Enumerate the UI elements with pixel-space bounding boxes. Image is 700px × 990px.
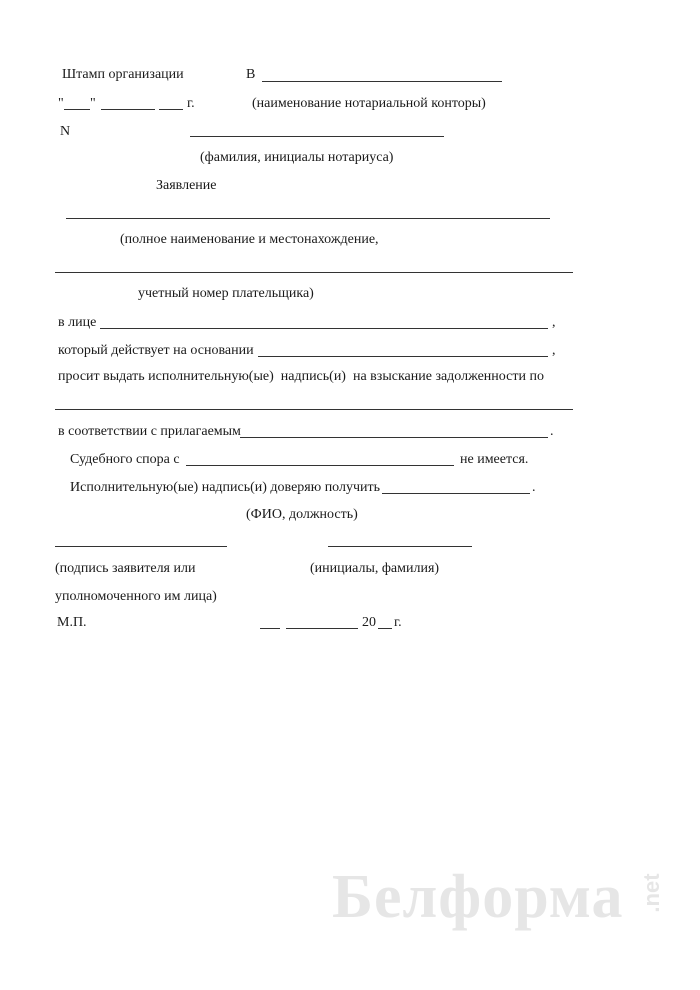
applicant-name-blank[interactable] [66,218,550,219]
notary-office-hint: (наименование нотариальной конторы) [252,96,486,111]
notary-office-blank[interactable] [262,81,502,82]
dispute-suffix: не имеется. [460,452,529,467]
to-label: В [246,67,256,82]
sign-date-year-blank[interactable] [378,628,392,629]
accordance-label: в соответствии с прилагаемым [58,424,241,439]
debt-description-blank[interactable] [55,409,573,410]
attached-document-blank[interactable] [240,437,548,438]
watermark-domain: .net [639,873,664,913]
stamp-label: Штамп организации [62,67,184,82]
initials-hint: (инициалы, фамилия) [310,561,440,576]
date-year-blank[interactable] [159,109,183,110]
dispute-prefix: Судебного спора с [70,452,180,467]
sign-date-day-blank[interactable] [260,628,280,629]
sign-date-month-blank[interactable] [286,628,358,629]
request-text: просит выдать исполнительную(ые) надпись(и) на взыскание задолженности по [58,369,544,384]
initials-blank[interactable] [328,546,472,547]
applicant-signature-blank[interactable] [55,546,227,547]
notary-name-blank[interactable] [190,136,444,137]
number-label: N [60,124,71,139]
applicant-name-hint: (полное наименование и местонахождение, [120,232,379,247]
trust-text: Исполнительную(ые) надпись(и) доверяю получить [70,480,381,495]
date-day-blank[interactable] [64,109,90,110]
acting-basis-blank[interactable] [258,356,548,357]
acting-basis-label: который действует на основании [58,343,254,358]
trusted-person-blank[interactable] [382,493,530,494]
watermark-brand: Белформа [332,863,624,931]
date-year-suffix: г. [187,96,195,111]
period: . [550,424,554,439]
date-month-blank[interactable] [101,109,155,110]
notary-name-hint: (фамилия, инициалы нотариуса) [200,150,394,165]
period: . [532,480,536,495]
representative-blank[interactable] [100,328,548,329]
comma: , [552,315,556,330]
date-open-quote: " [58,96,64,111]
sign-date-century: 20 [362,615,376,630]
document-title: Заявление [156,178,217,193]
applicant-signature-hint: (подпись заявителя или [55,561,196,576]
sign-date-year-suffix: г. [394,615,402,630]
applicant-address-blank[interactable] [55,272,573,273]
represented-by-label: в лице [58,315,97,330]
applicant-signature-hint-continued: уполномоченного им лица) [55,589,217,604]
date-close-quote: " [90,96,96,111]
comma: , [552,343,556,358]
dispute-party-blank[interactable] [186,465,454,466]
payer-number-hint: учетный номер плательщика) [138,286,314,301]
fio-position-hint: (ФИО, должность) [246,507,358,522]
seal-label: М.П. [57,615,87,630]
